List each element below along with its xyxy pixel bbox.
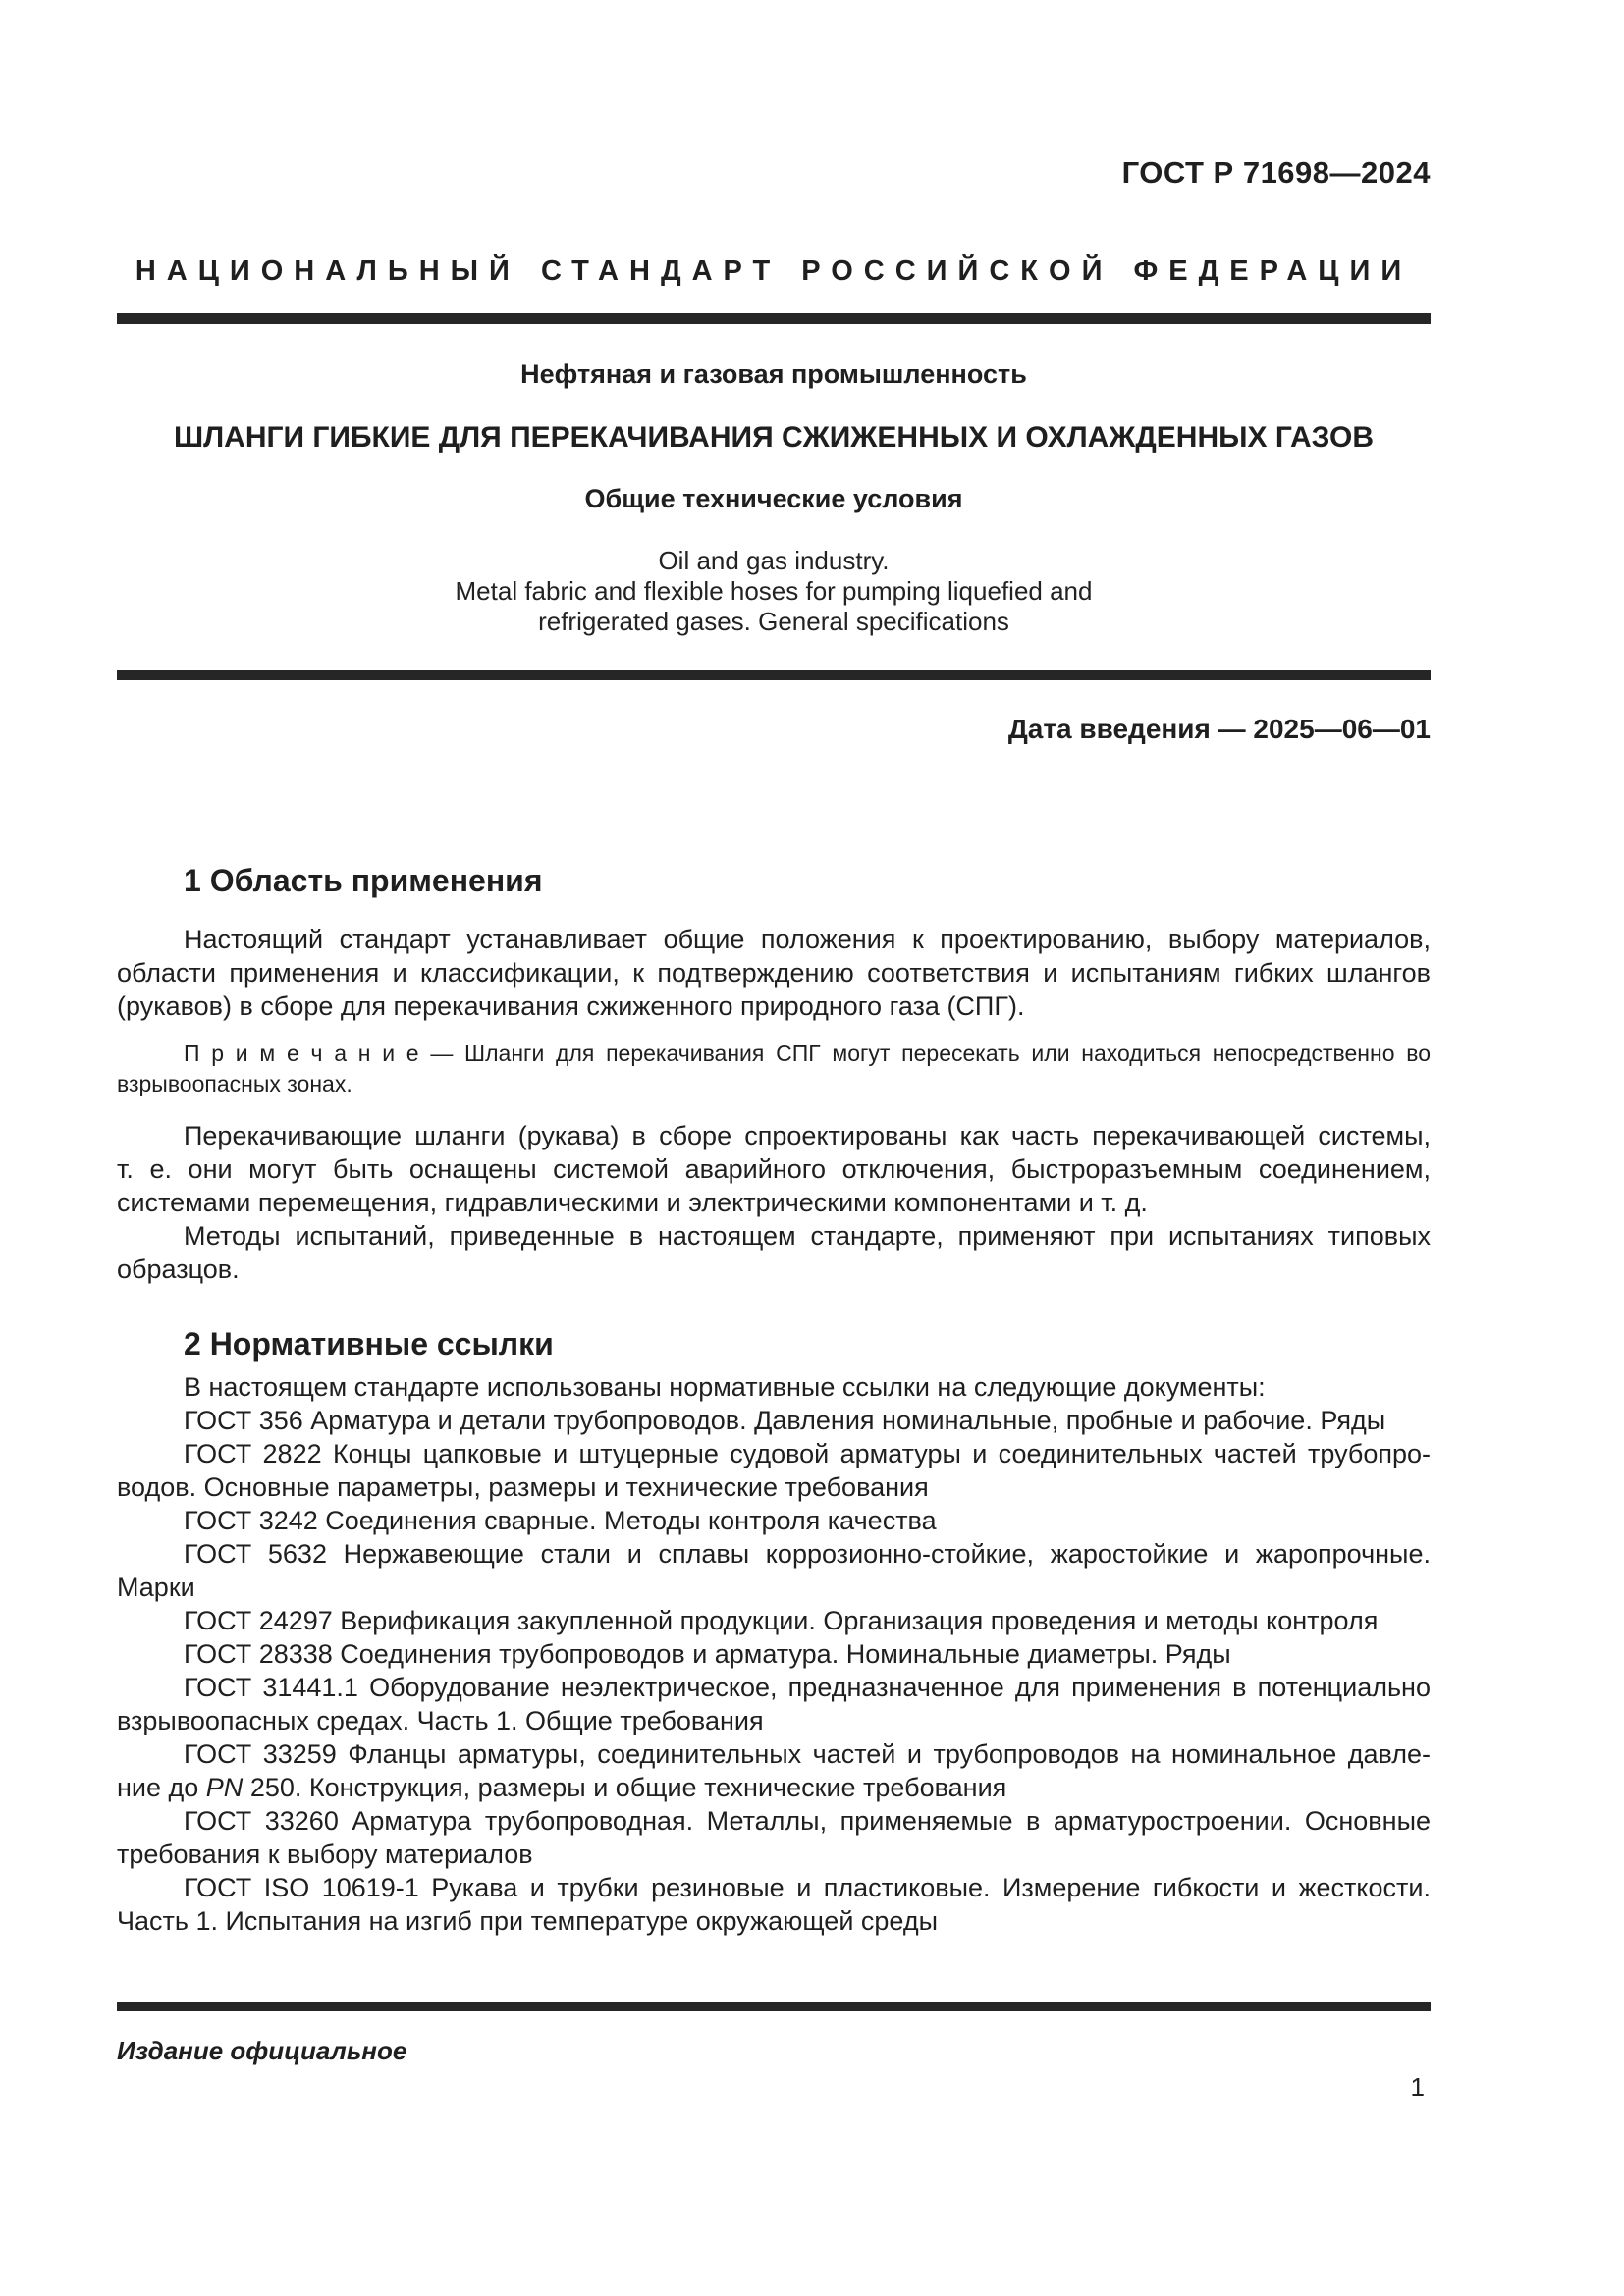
english-title-line: refrigerated gases. General specifications bbox=[538, 607, 1009, 636]
text-line: области применения и классификации, к подтверждению соответствия и испытаниям гибких шлангов bbox=[117, 958, 1431, 988]
text-line: ГОСТ 28338 Соединения трубопроводов и арматура. Номинальные диаметры. Ряды bbox=[184, 1639, 1231, 1669]
text-line: требования к выбору материалов bbox=[117, 1840, 533, 1869]
doc-title: ШЛАНГИ ГИБКИЕ ДЛЯ ПЕРЕКАЧИВАНИЯ СЖИЖЕННЫХ И ОХЛАЖДЕННЫХ ГАЗОВ bbox=[173, 421, 1375, 454]
text-line: Настоящий стандарт устанавливает общие положения к проектированию, выбору материалов, bbox=[184, 925, 1431, 954]
text-line: Методы испытаний, приведенные в настоящем стандарте, применяют при испытаниях типовых bbox=[184, 1221, 1431, 1251]
text-line: ГОСТ 2822 Концы цапковые и штуцерные судовой арматуры и соединительных частей трубопро- bbox=[184, 1439, 1431, 1468]
text-line: ГОСТ 24297 Верификация закупленной продукции. Организация проведения и методы контроля bbox=[184, 1606, 1379, 1635]
text-line: Марки bbox=[117, 1573, 195, 1602]
doc-number: ГОСТ Р 71698—2024 bbox=[1121, 155, 1431, 189]
horizontal-rule-bottom bbox=[117, 2002, 1431, 2011]
text-line: ГОСТ 5632 Нержавеющие стали и сплавы коррозионно-стойкие, жаростойкие и жаропрочные. bbox=[184, 1539, 1431, 1569]
english-title-line: Oil and gas industry. bbox=[658, 546, 890, 575]
page-content bbox=[117, 155, 1431, 2102]
text-line: (рукавов) в сборе для перекачивания сжиженного природного газа (СПГ). bbox=[117, 991, 1025, 1021]
section-1-body bbox=[117, 923, 1431, 1286]
text-line: Перекачивающие шланги (рукава) в сборе спроектированы как часть перекачивающей системы, bbox=[184, 1121, 1431, 1150]
section-1-heading: 1 Область применения bbox=[184, 863, 543, 898]
text-line: взрывоопасных средах. Часть 1. Общие требования bbox=[117, 1706, 764, 1735]
text-line: водов. Основные параметры, размеры и технические требования bbox=[117, 1472, 929, 1502]
effective-date: Дата введения — 2025—06—01 bbox=[1007, 714, 1431, 744]
text-line: системами перемещения, гидравлическими и электрическими компонентами и т. д. bbox=[117, 1188, 1148, 1217]
horizontal-rule-middle bbox=[117, 670, 1431, 680]
text-line: ГОСТ 33260 Арматура трубопроводная. Металлы, применяемые в арматуростроении. Основные bbox=[184, 1806, 1431, 1836]
text-line: взрывоопасных зонах. bbox=[117, 1071, 352, 1096]
doc-subtitle: Общие технические условия bbox=[584, 484, 963, 513]
text-line: Часть 1. Испытания на изгиб при температуре окружающей среды bbox=[117, 1906, 938, 1936]
text-line: В настоящем стандарте использованы нормативные ссылки на следующие документы: bbox=[184, 1372, 1266, 1402]
text-line: образцов. bbox=[117, 1255, 240, 1284]
text-line: ГОСТ 356 Арматура и детали трубопроводов. Давления номинальные, пробные и рабочие. Ряды bbox=[184, 1406, 1386, 1435]
section-2-heading: 2 Нормативные ссылки bbox=[184, 1326, 554, 1362]
text-line: ГОСТ ISO 10619-1 Рукава и трубки резиновые и пластиковые. Измерение гибкости и жесткости. bbox=[184, 1873, 1431, 1902]
text-line: ние до PN 250. Конструкция, размеры и общие технические требования bbox=[117, 1773, 1007, 1802]
federation-banner: НАЦИОНАЛЬНЫЙ СТАНДАРТ РОССИЙСКОЙ ФЕДЕРАЦИИ bbox=[135, 255, 1413, 287]
doc-title-english bbox=[117, 546, 1431, 637]
text-line: т. е. они могут быть оснащены системой аварийного отключения, быстроразъемным соединением, bbox=[117, 1154, 1431, 1184]
horizontal-rule-top bbox=[117, 313, 1431, 324]
text-line: П р и м е ч а н и е — Шланги для перекачивания СПГ могут пересекать или находиться непосредственно во bbox=[184, 1041, 1431, 1066]
text-line: ГОСТ 3242 Соединения сварные. Методы контроля качества bbox=[184, 1506, 937, 1535]
edition-note: Издание официальное bbox=[117, 2036, 407, 2065]
text-line: ГОСТ 33259 Фланцы арматуры, соединительных частей и трубопроводов на номинальное давле- bbox=[184, 1739, 1431, 1769]
doc-subject: Нефтяная и газовая промышленность bbox=[520, 359, 1027, 389]
text-line: ГОСТ 31441.1 Оборудование неэлектрическое, предназначенное для применения в потенциально bbox=[184, 1673, 1431, 1702]
page-number: 1 bbox=[1410, 2072, 1425, 2102]
english-title-line: Metal fabric and flexible hoses for pumping liquefied and bbox=[455, 576, 1093, 606]
section-2-body bbox=[117, 1370, 1431, 1938]
